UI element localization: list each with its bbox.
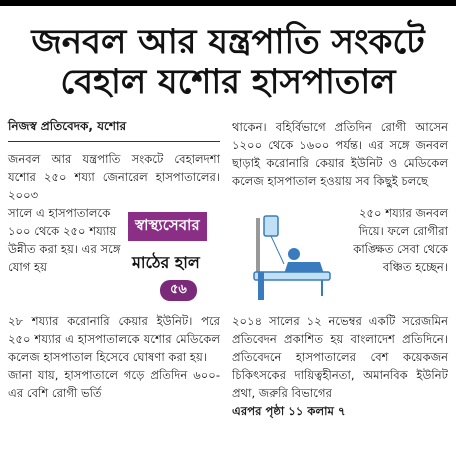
left-paragraph-1: জনবল আর যন্ত্রপাতি সংকটে বেহালদশা যশোর ২৫০ শয্যা জেনারেল হাসপাতালের। ২০০৩ [8, 152, 220, 202]
headline-line-2: বেহাল যশোর হাসপাতাল [60, 62, 396, 102]
byline: নিজস্ব প্রতিবেদক, যশোর [8, 118, 220, 142]
left-column-intro [8, 150, 220, 204]
right-column-intro [232, 118, 448, 190]
left-column-body [8, 312, 220, 402]
right-paragraph-1: থাকেন। বহির্বিভাগে প্রতিদিন রোগী আসেন ১২০০ থেকে ১৬০০ পর্যন্ত। এর সঙ্গে জনবল ছাড়াই করোনারি কেয়ার ইউনিট ও মেডিকেল কলেজ হাসপাতাল হওয়ায় সব কিছুই চলছে [232, 120, 448, 188]
left-paragraph-2: ২৮ শয্যার করোনারি কেয়ার ইউনিট। পরে ২৫০ শয্যার এ হাসপাতালকে যশোর মেডিকেল কলেজ হাসপাতাল হিসেবে ঘোষণা করা হয়। [8, 314, 220, 364]
series-number: ৫৬ [160, 280, 197, 301]
right-column-body [232, 312, 448, 420]
right-wrap-text: ২৫০ শয্যার জনবল দিয়ে। ফলে রোগীরা কাঙ্ক্ষিত সেবা থেকে বঞ্চিত হচ্ছেন। [353, 206, 448, 274]
series-tag: স্বাস্থ্যসেবার [128, 212, 207, 241]
series-box [126, 208, 334, 306]
right-paragraph-2: ২০১৪ সালের ১২ নভেম্বর একটি সরেজমিন প্রতিবেদন প্রকাশিত হয় বাংলাদেশ প্রতিদিনে। প্রতিবেদনে হাসপাতালের বেশ কয়েকজন চিকিৎসকের দায়িত্বহীনতা, অমানবিক ইউনিট প্রথা, জরুরি বিভাগের [232, 314, 448, 400]
series-subtitle: মাঠের হাল [132, 253, 200, 272]
top-rule [0, 0, 456, 6]
hospital-bed-icon [250, 212, 332, 302]
headline-line-1: জনবল আর যন্ত্রপাতি সংকটে [31, 22, 425, 62]
left-wrap-text: সালে এ হাসপাতালকে ১০০ থেকে ২৫০ শয্যায় উন্নীত করা হয়। এর সঙ্গে যোগ হয় [8, 206, 121, 274]
left-paragraph-3: জানা যায়, হাসপাতালে গড়ে প্রতিদিন ৬০০-এর বেশি রোগী ভর্তি [8, 368, 220, 400]
headline [0, 22, 456, 102]
continue-note: এরপর পৃষ্ঠা ১১ কলাম ৭ [232, 404, 346, 418]
